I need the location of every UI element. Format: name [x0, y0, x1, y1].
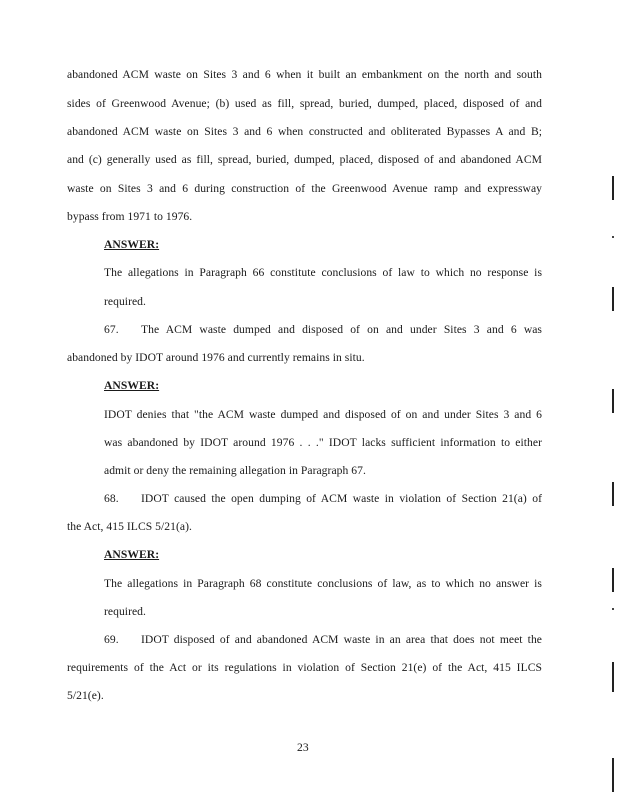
- answer-67-line-2: was abandoned by IDOT around 1976 . . ." IDOT lacks sufficient information to either: [104, 436, 542, 449]
- answer-67-line-1: IDOT denies that "the ACM waste dumped and disposed of on and under Sites 3 and 6: [104, 408, 542, 421]
- paragraph-66-line-5: waste on Sites 3 and 6 during construction of the Greenwood Avenue ramp and expressway: [67, 182, 542, 195]
- revision-bar: [612, 176, 614, 200]
- revision-mark: [612, 236, 614, 238]
- answer-68-heading: ANSWER:: [104, 548, 160, 561]
- answer-68-line-2: required.: [104, 605, 146, 618]
- paragraph-66-line-4: and (c) generally used as fill, spread, buried, dumped, placed, disposed of and abandoned ACM: [67, 153, 542, 166]
- revision-bar: [612, 758, 614, 792]
- paragraph-66-line-6: bypass from 1971 to 1976.: [67, 210, 193, 223]
- revision-bar: [612, 662, 614, 692]
- answer-66-line-2: required.: [104, 295, 146, 308]
- paragraph-69-line-2: requirements of the Act or its regulations in violation of Section 21(e) of the Act, 415 ILCS: [67, 661, 542, 674]
- page-number: 23: [297, 741, 309, 754]
- paragraph-66-line-3: abandoned ACM waste on Sites 3 and 6 when constructed and obliterated Bypasses A and B;: [67, 125, 542, 138]
- revision-bar: [612, 568, 614, 592]
- revision-bar: [612, 287, 614, 311]
- paragraph-68-line-2: the Act, 415 ILCS 5/21(a).: [67, 520, 192, 533]
- paragraph-69-line-1: IDOT disposed of and abandoned ACM waste in an area that does not meet the: [141, 633, 542, 646]
- paragraph-66-line-2: sides of Greenwood Avenue; (b) used as fill, spread, buried, dumped, placed, disposed of and: [67, 97, 542, 110]
- answer-66-line-1: The allegations in Paragraph 66 constitute conclusions of law to which no response is: [104, 266, 542, 279]
- paragraph-68-number: 68.: [104, 492, 119, 505]
- paragraph-67-line-1: The ACM waste dumped and disposed of on and under Sites 3 and 6 was: [141, 323, 542, 336]
- revision-bar: [612, 389, 614, 413]
- answer-66-heading: ANSWER:: [104, 238, 160, 251]
- paragraph-67-line-2: abandoned by IDOT around 1976 and currently remains in situ.: [67, 351, 365, 364]
- answer-67-line-3: admit or deny the remaining allegation in Paragraph 67.: [104, 464, 366, 477]
- paragraph-68-line-1: IDOT caused the open dumping of ACM waste in violation of Section 21(a) of: [141, 492, 542, 505]
- paragraph-66-line-1: abandoned ACM waste on Sites 3 and 6 when it built an embankment on the north and south: [67, 68, 542, 81]
- revision-bar: [612, 482, 614, 506]
- revision-mark: [612, 608, 614, 610]
- paragraph-69-number: 69.: [104, 633, 119, 646]
- answer-67-heading: ANSWER:: [104, 379, 160, 392]
- answer-68-line-1: The allegations in Paragraph 68 constitute conclusions of law, as to which no answer is: [104, 577, 542, 590]
- paragraph-67-number: 67.: [104, 323, 119, 336]
- paragraph-69-line-3: 5/21(e).: [67, 689, 104, 702]
